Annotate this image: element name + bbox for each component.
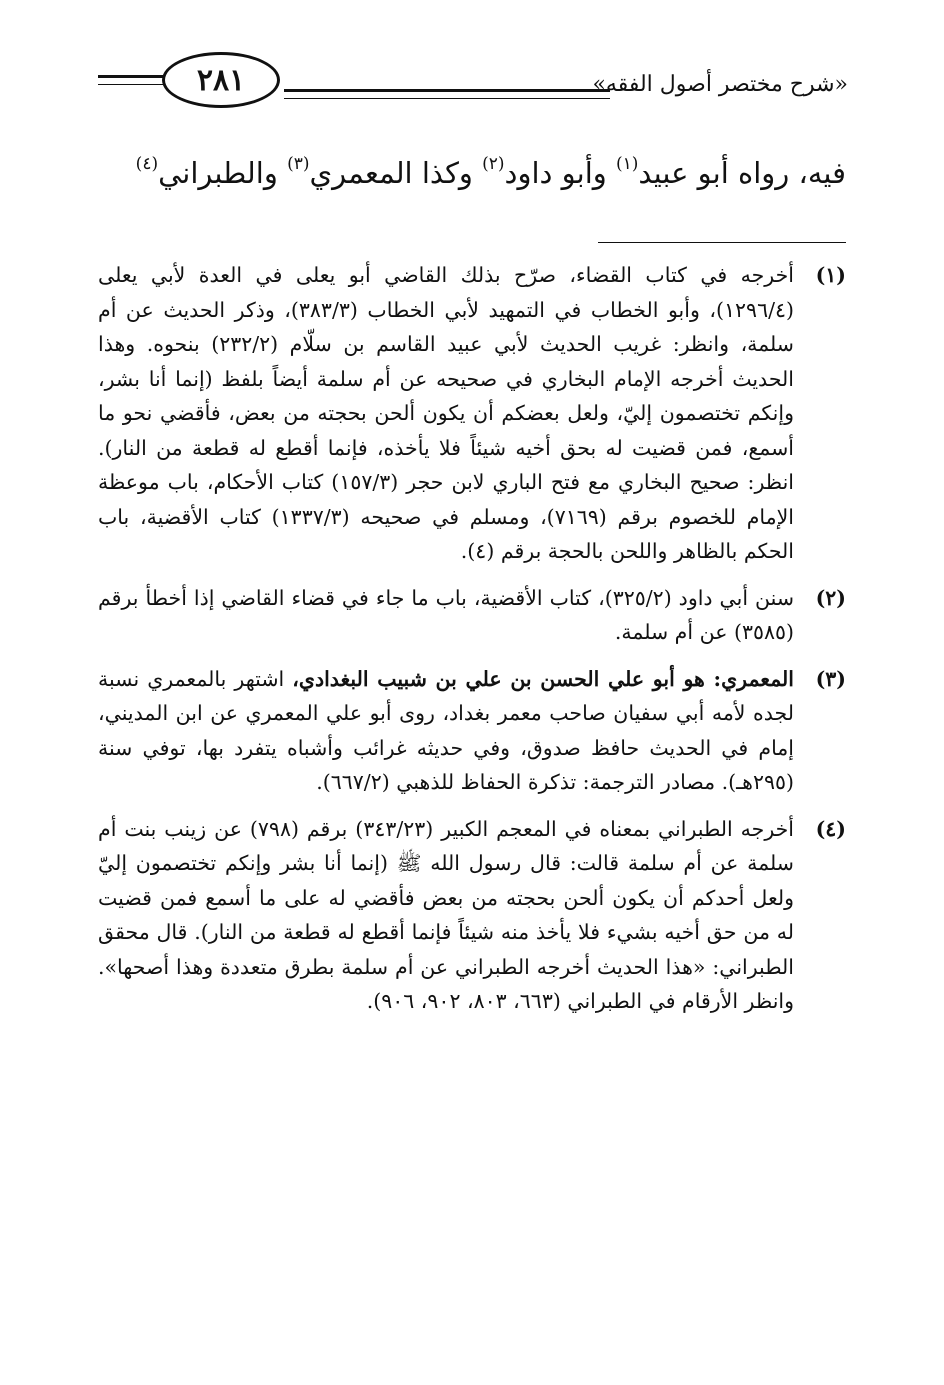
running-head — [98, 52, 848, 112]
footnote-bold-heading: المعمري: هو أبو علي الحسن بن علي بن شبيب البغدادي، — [292, 666, 794, 691]
header-rule-right — [284, 89, 610, 92]
footnote-text — [98, 812, 794, 1019]
footnote-ref: (٤) — [135, 154, 159, 174]
footnote-body: سنن أبي داود (٣٢٥/٢)، كتاب الأقضية، باب ما جاء في قضاء القاضي إذا أخطأ برقم (٣٥٨٥) عن أم سلمة. — [98, 585, 794, 644]
header-rule-left — [98, 75, 164, 78]
footnote-number: (٣) — [815, 666, 846, 691]
main-text-line — [96, 148, 846, 198]
footnote-body: أخرجه في كتاب القضاء، صرّح بذلك القاضي أبو يعلى في العدة لأبي يعلى (١٢٩٦/٤)، وأبو الخطاب في التمهيد لأبي الخطاب (٣٨٣/٣)، وذكر الحديث عن أم سلمة، وانظر: غريب الحديث لأبي عبيد القاسم بن سلّام (٢٣٢/٢) بنحوه. وهذا الحديث أخرجه الإمام البخاري في صحيحه عن أم سلمة أيضاً بلفظ (إنما أنا بشر، وإنكم تختصمون إليّ، ولعل بعضكم أن يكون ألحن بحجته من بعض، فأقضي نحو ما أسمع، فمن قضيت له بحق أخيه شيئاً فلا يأخذه، فإنما أقطع له قطعة من النار). انظر: صحيح البخاري مع فتح الباري لابن حجر (١٥٧/٣) كتاب الأحكام، باب موعظة الإمام للخصوم برقم (٧١٦٩)، ومسلم في صحيحه (١٣٣٧/٣) كتاب الأقضية، باب الحكم بالظاهر واللحن بالحجة برقم (٤). — [98, 263, 794, 563]
footnote-body: اشتهر بالمعمري نسبة لجده لأمه أبي سفيان صاحب معمر بغداد، روى أبو علي المعمري عن ابن المديني، إمام في الحديث حافظ صدوق، وفي حديثه غرائب وأشباه يتفرد بها، توفي سنة (٢٩٥هـ). مصادر الترجمة: تذكرة الحفاظ للذهبي (٦٦٧/٢). — [98, 666, 794, 794]
footnote-number: (١) — [815, 263, 846, 287]
footnote-3 — [98, 662, 846, 800]
footnote-text — [98, 662, 794, 800]
main-text-segment: فيه، رواه أبو عبيد — [638, 156, 846, 190]
footnote-1 — [98, 258, 846, 569]
footnote-text — [98, 258, 794, 569]
page-number: ٢٨١ — [162, 52, 280, 108]
header-rule-left-thin — [98, 84, 164, 85]
main-text-segment: وأبو داود — [504, 156, 616, 190]
footnote-ref: (١) — [616, 154, 639, 174]
footnote-ref: (٣) — [287, 154, 310, 174]
footnote-body: أخرجه الطبراني بمعناه في المعجم الكبير (٣٤٣/٢٣) برقم (٧٩٨) عن زينب بنت أم سلمة عن أم سلمة قالت: قال رسول الله ﷺ (إنما أنا بشر وإنكم تختصمون إليّ ولعل أحدكم أن يكون ألحن بحجته من بعض فأقضي له على ما أسمع فمن قضيت له من حق أخيه بشيء فلا يأخذ منه شيئاً فإنما أقطع له قطعة من النار). قال محقق الطبراني: «هذا الحديث أخرجه الطبراني عن أم سلمة بطرق متعددة وهذا أصحها». وانظر الأرقام في الطبراني (٦٦٣، ٨٠٣، ٩٠٢، ٩٠٦). — [98, 816, 794, 1013]
main-text-segment: وكذا المعمري — [309, 156, 483, 190]
footnote-text — [98, 581, 794, 650]
footnote-4 — [98, 812, 846, 1019]
footnotes — [98, 258, 846, 1031]
footnote-number: (٤) — [815, 816, 846, 841]
footnote-number: (٢) — [815, 585, 846, 610]
main-text-segment: والطبراني — [158, 156, 288, 190]
running-head-title: «شرح مختصر أصول الفقه» — [592, 72, 848, 97]
footnote-ref: (٢) — [482, 154, 505, 174]
header-rule-right-thin — [284, 98, 610, 99]
footnote-separator — [598, 242, 846, 243]
footnote-2 — [98, 581, 846, 650]
